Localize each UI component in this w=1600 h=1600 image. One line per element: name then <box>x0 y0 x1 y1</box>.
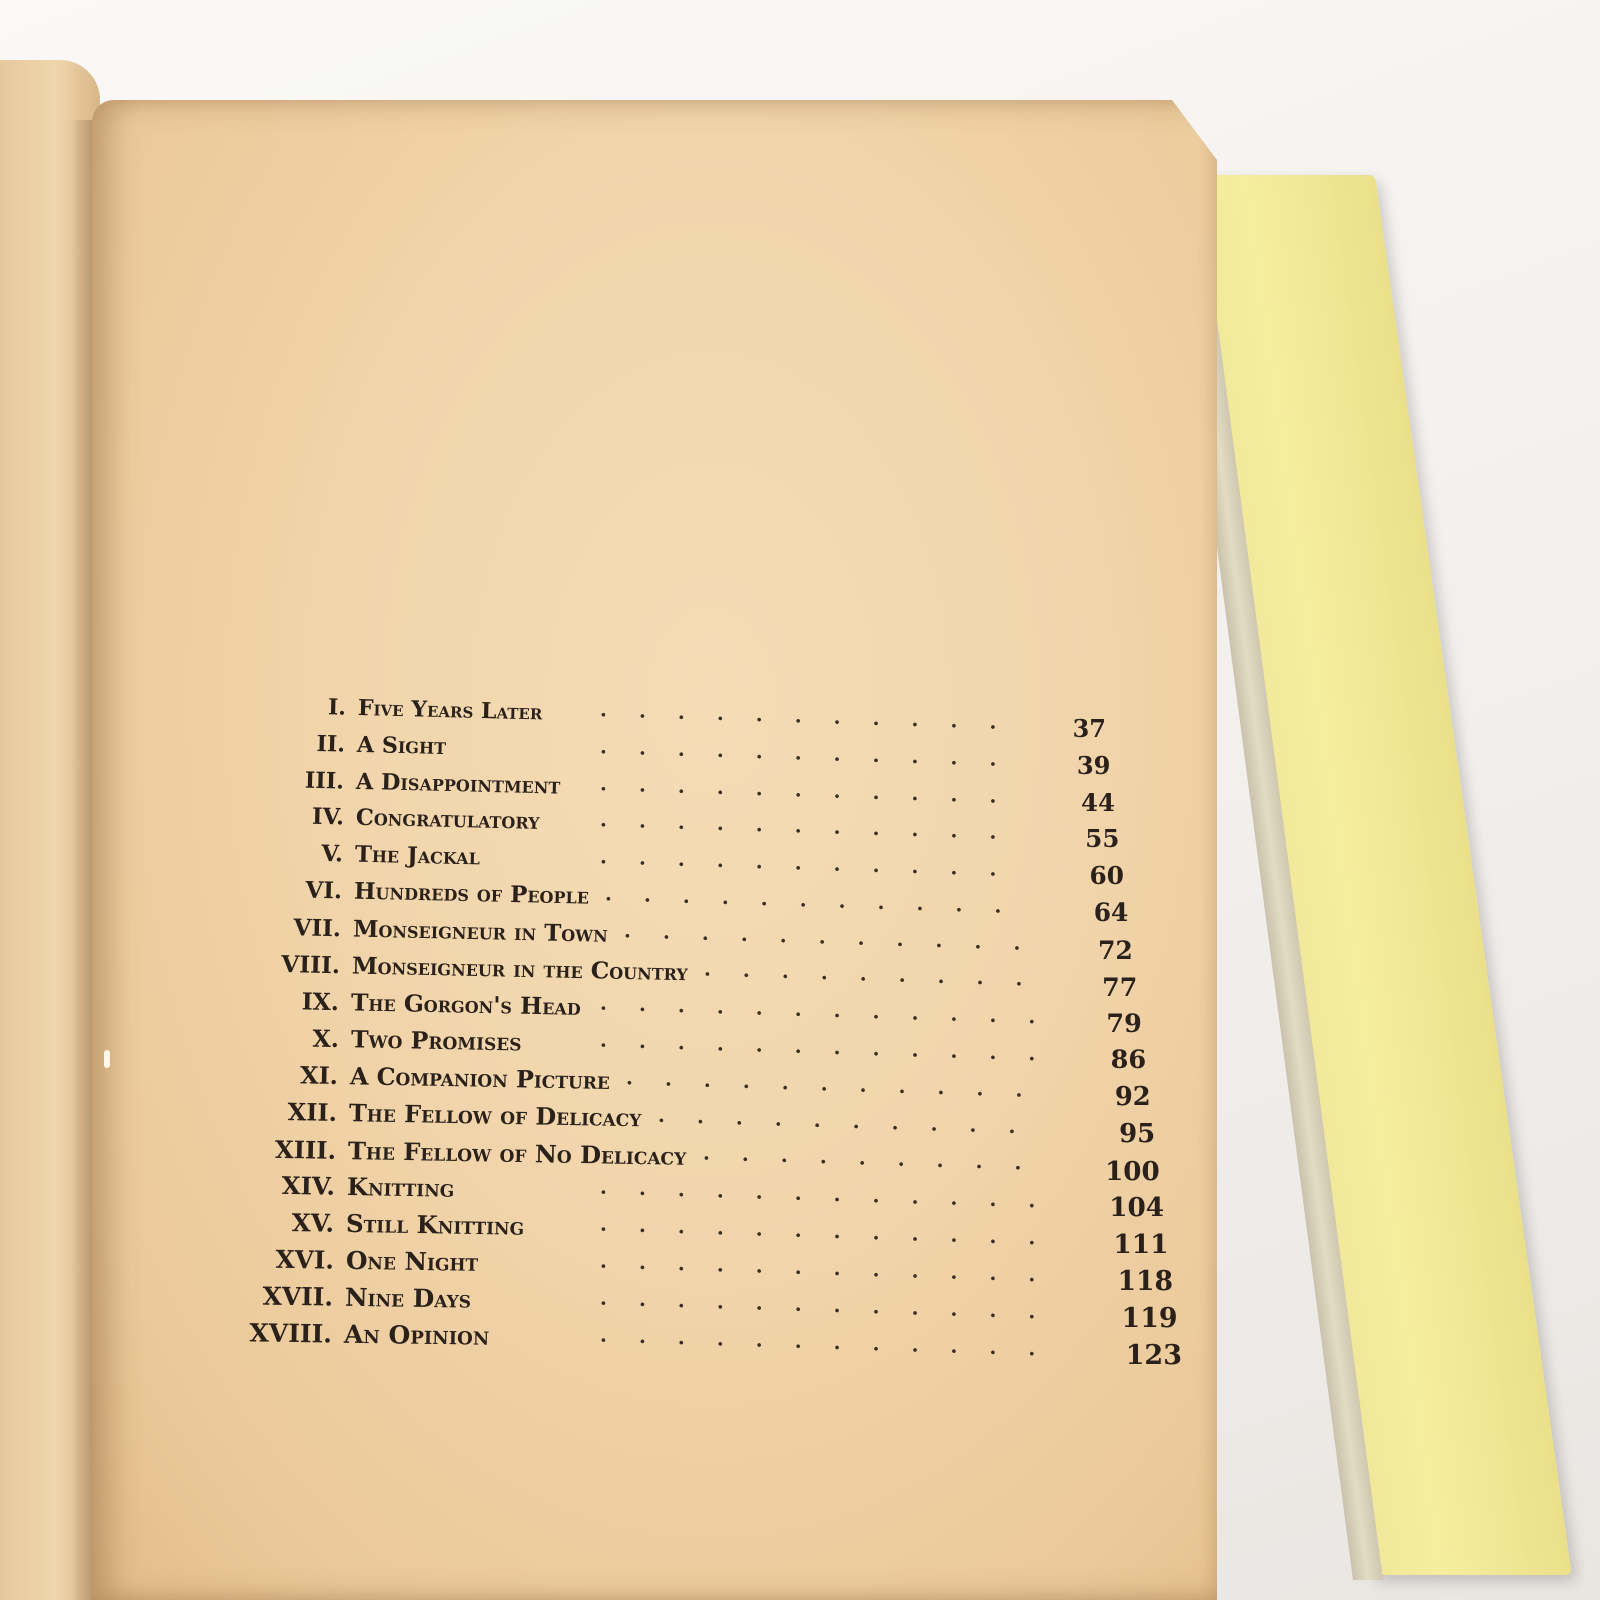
toc-entry <box>224 1207 525 1241</box>
chapter-title: Congratulatory <box>355 805 540 836</box>
chapter-numeral: XIII. <box>274 1134 337 1165</box>
dot-leader: ........... <box>599 770 1029 809</box>
toc-entry <box>225 1170 455 1203</box>
chapter-numeral: XVII. <box>262 1281 334 1312</box>
chapter-numeral: X. <box>311 1024 339 1054</box>
toc-entry <box>227 1060 609 1095</box>
page-number-entry: 104 <box>1109 1192 1165 1224</box>
dot-leader: ............ <box>599 1175 1068 1214</box>
page-number-entry: 44 <box>1081 787 1115 817</box>
toc-entry <box>222 1318 490 1351</box>
chapter-numeral: XIV. <box>281 1171 336 1202</box>
dot-leader: ........... <box>599 697 1029 735</box>
toc-entry <box>235 729 447 760</box>
dot-leader: ......... <box>704 956 1056 992</box>
page-number-entry: 77 <box>1102 971 1138 1002</box>
page-number-entry: 118 <box>1117 1266 1174 1297</box>
page-number-entry: 55 <box>1085 824 1120 854</box>
toc-entry <box>231 913 608 948</box>
chapter-title: Hundreds of People <box>353 878 590 910</box>
dot-leader: ............ <box>599 1285 1068 1325</box>
toc-entry <box>236 692 543 725</box>
chapter-title: An Opinion <box>343 1319 490 1351</box>
toc-entry <box>230 950 688 986</box>
page-number-entry: 111 <box>1113 1229 1169 1261</box>
chapter-title: The Gorgon's Head <box>351 988 582 1022</box>
chapter-numeral: V. <box>320 841 343 868</box>
toc-entry <box>223 1281 471 1314</box>
chapter-title: The Fellow of Delicacy <box>348 1098 642 1133</box>
dot-leader: ........... <box>599 807 1029 846</box>
dot-leader: ........... <box>599 734 1029 772</box>
dot-leader: ............ <box>599 1248 1068 1288</box>
chapter-numeral: II. <box>316 730 346 758</box>
page-number-entry: 72 <box>1097 934 1133 965</box>
chapter-title: Five Years Later <box>357 694 543 726</box>
dot-leader: ........... <box>625 1065 1055 1103</box>
chapter-numeral: VII. <box>293 914 342 943</box>
dot-leader: ........... <box>604 881 1034 919</box>
toc-entry <box>234 766 561 800</box>
page-number-entry: 39 <box>1076 750 1111 780</box>
dot-leader: ............ <box>599 1211 1068 1251</box>
page-number-entry: 64 <box>1093 898 1129 927</box>
chapter-title: Knitting <box>347 1172 455 1204</box>
chapter-title: Two Promises <box>350 1025 522 1057</box>
chapter-numeral: I. <box>327 694 347 721</box>
toc-entry <box>233 802 539 835</box>
chapter-numeral: XI. <box>299 1061 338 1091</box>
page-number-entry: 37 <box>1072 714 1106 743</box>
page-number-entry: 92 <box>1114 1082 1151 1112</box>
dot-leader: .......... <box>657 1102 1048 1139</box>
chapter-numeral: XV. <box>292 1208 335 1238</box>
chapter-title: Monseigneur in Town <box>352 915 609 948</box>
chapter-numeral: III. <box>304 767 345 795</box>
dot-leader: ......... <box>702 1140 1054 1176</box>
chapter-title: The Jackal <box>354 841 480 871</box>
chapter-numeral: IX. <box>301 987 340 1017</box>
page-number-entry: 123 <box>1125 1339 1182 1371</box>
page-number-entry: 79 <box>1106 1008 1142 1039</box>
toc-entry <box>223 1244 478 1277</box>
chapter-title: Monseigneur in the Country <box>351 952 689 986</box>
dot-leader: ........... <box>623 918 1053 956</box>
chapter-title: Nine Days <box>344 1282 472 1314</box>
toc-entry <box>229 986 581 1021</box>
toc-entry <box>228 1023 521 1057</box>
chapter-title: A Sight <box>356 731 447 760</box>
page-number-entry: 100 <box>1105 1155 1160 1187</box>
dot-leader: ............ <box>599 1322 1068 1361</box>
page-number-entry: 86 <box>1110 1045 1147 1076</box>
toc-entry <box>232 839 479 870</box>
page-number-entry: 119 <box>1121 1302 1178 1334</box>
page-number-entry: 95 <box>1119 1118 1156 1149</box>
chapter-numeral: XVIII. <box>249 1317 333 1349</box>
dot-leader: ............ <box>599 991 1068 1030</box>
chapter-title: A Disappointment <box>356 768 561 800</box>
chapter-title: A Companion Picture <box>349 1062 610 1095</box>
chapter-numeral: VI. <box>305 877 343 905</box>
chapter-title: Still Knitting <box>346 1209 525 1241</box>
chapter-numeral: XII. <box>287 1097 338 1127</box>
toc-entry <box>232 876 590 910</box>
dot-leader: ........... <box>599 844 1029 882</box>
chapter-title: One Night <box>345 1245 479 1277</box>
page-number-entry: 60 <box>1089 861 1124 891</box>
chapter-numeral: VIII. <box>281 950 341 979</box>
toc-entry <box>227 1097 642 1132</box>
chapter-title: The Fellow of No Delicacy <box>347 1135 687 1171</box>
chapter-numeral: XVI. <box>275 1244 334 1275</box>
chapter-numeral: IV. <box>311 804 344 831</box>
dot-leader: ............ <box>599 1027 1068 1067</box>
toc-entry <box>226 1134 687 1171</box>
